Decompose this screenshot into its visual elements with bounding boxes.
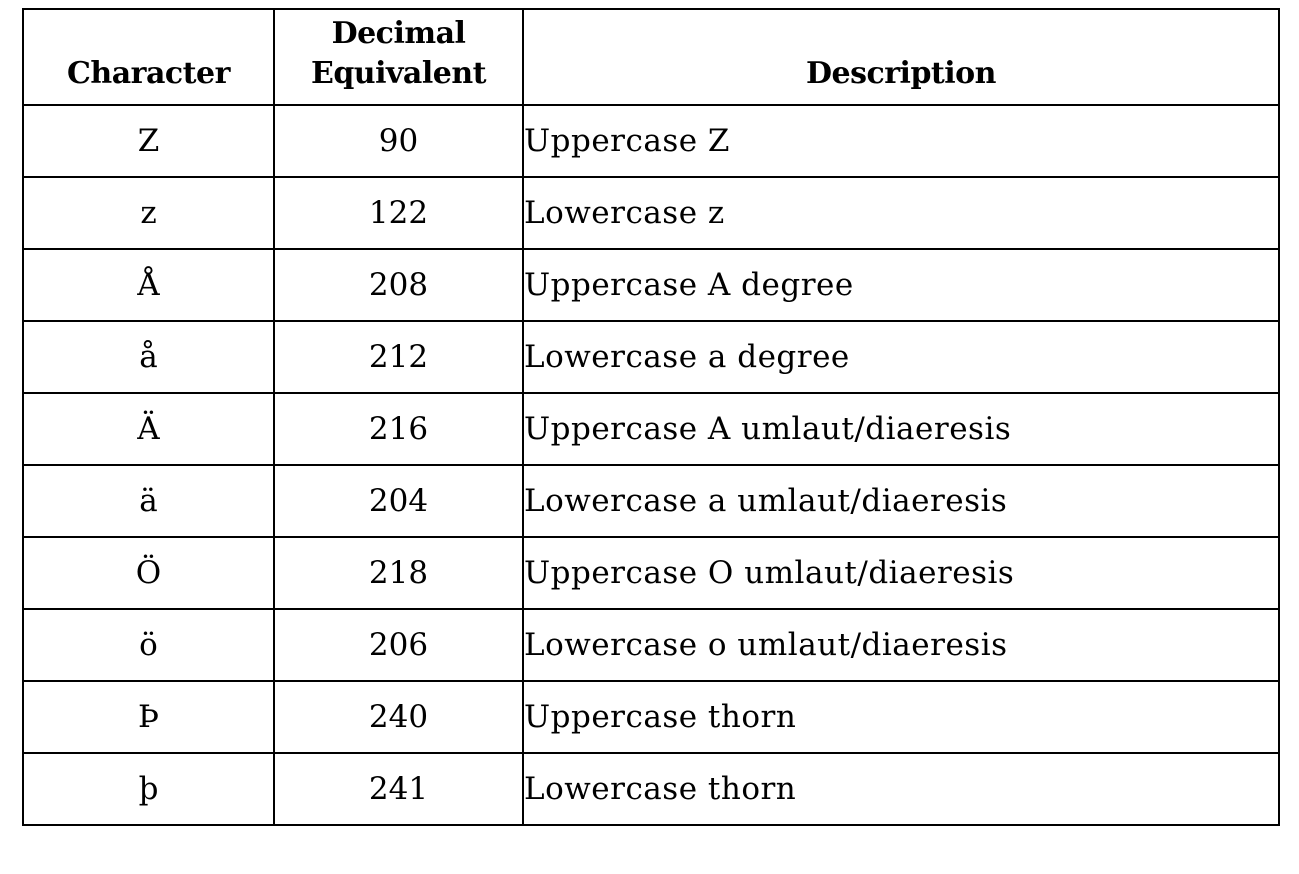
cell-character: z [23,177,274,249]
cell-description: Lowercase a umlaut/diaeresis [523,465,1279,537]
table-header-row [23,9,1279,105]
cell-description: Lowercase o umlaut/diaeresis [523,609,1279,681]
header-decimal-line2: Equivalent [310,56,487,91]
table-row [23,609,1279,681]
header-character: Character [23,9,274,105]
cell-description: Lowercase a degree [523,321,1279,393]
cell-description: Uppercase A degree [523,249,1279,321]
table-row [23,177,1279,249]
cell-decimal: 212 [274,321,523,393]
table-row [23,321,1279,393]
cell-description: Lowercase thorn [523,753,1279,825]
character-table [22,8,1280,826]
cell-decimal: 240 [274,681,523,753]
cell-description: Uppercase Z [523,105,1279,177]
header-decimal-equivalent [274,9,523,105]
table-row [23,249,1279,321]
cell-character: å [23,321,274,393]
cell-decimal: 206 [274,609,523,681]
cell-description: Uppercase thorn [523,681,1279,753]
table-row [23,681,1279,753]
cell-character: Ä [23,393,274,465]
cell-decimal: 218 [274,537,523,609]
cell-decimal: 208 [274,249,523,321]
cell-character: Z [23,105,274,177]
cell-character: Ö [23,537,274,609]
cell-decimal: 241 [274,753,523,825]
cell-character: ö [23,609,274,681]
table-row [23,105,1279,177]
table-row [23,753,1279,825]
cell-description: Uppercase O umlaut/diaeresis [523,537,1279,609]
header-decimal-line1: Decimal [331,16,466,51]
table-row [23,393,1279,465]
cell-character: ä [23,465,274,537]
cell-decimal: 90 [274,105,523,177]
cell-description: Lowercase z [523,177,1279,249]
cell-decimal: 216 [274,393,523,465]
table-row [23,537,1279,609]
cell-character: Þ [23,681,274,753]
cell-decimal: 204 [274,465,523,537]
cell-description: Uppercase A umlaut/diaeresis [523,393,1279,465]
cell-character: þ [23,753,274,825]
header-description: Description [523,9,1279,105]
cell-decimal: 122 [274,177,523,249]
table-row [23,465,1279,537]
cell-character: Å [23,249,274,321]
